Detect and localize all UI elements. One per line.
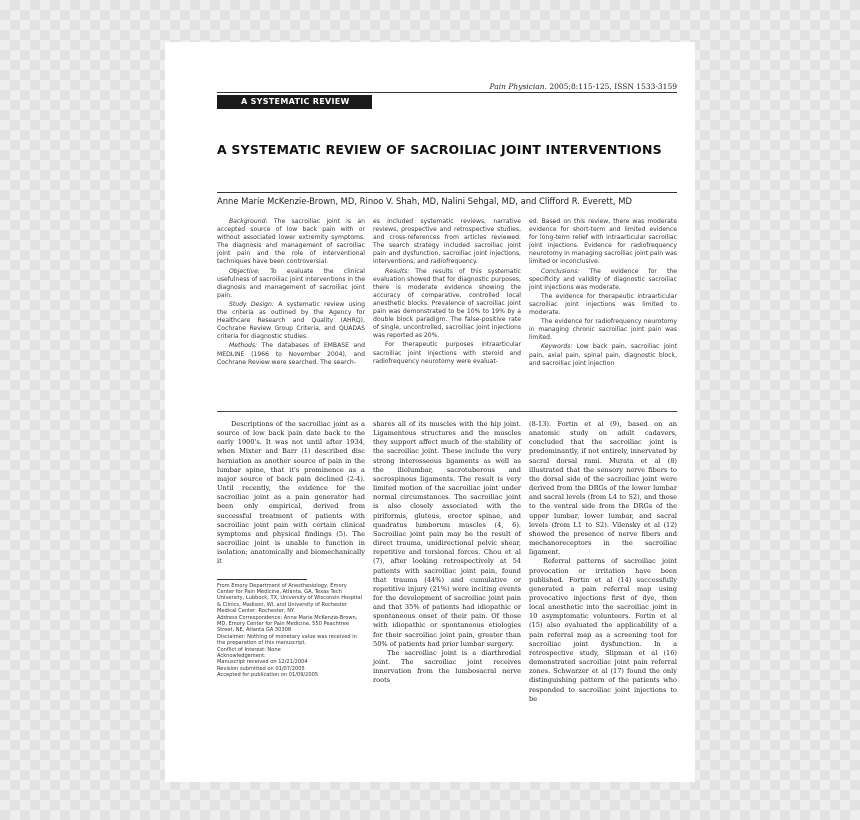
journal-page [165,42,695,782]
affiliation-line: Accepted for publication on 01/09/2005 [217,672,319,679]
body-paragraph: Descriptions of the sacroiliac joint as a source of low back pain date back to the early 1900's. It was not until after 1934, when Mixter and Barr (1) described disc herniation as another source of pain in the lumbar spine, that it's prominence as a major source of back pain declined (2-4). Until recently, the evidence for the sacroiliac joint as a pain generator had been only empirical, derived from successful treatment of patients with sacroiliac joint pain with certain clinical symptoms and physical findings (5). The sacroiliac joint is unable to function in isolation; anatomically and biomechanically it [217,420,365,566]
body-paragraph: Referral patterns of sacroiliac joint provocation or irritation have been published. Fortin et al (14) successfully generated a pain referral map using provocative injections first of dye, then local anesthetic into the sacroiliac joint in 10 asymptomatic volunteers. Fortin et al (15) also evaluated the applicability of a pain referral map as a screening tool for sacroiliac joint dysfunction. In a retrospective study, Slipman et al (16) demonstrated sacroiliac joint pain referral zones. Schwarzer et al (17) found the only distinguishing pattern of the patients who responded to sacroiliac joint injections to be [529,557,677,703]
affiliation-line: Address Correspondence: Anne Marie McKenzie-Brown, MD, Emory Center for Pain Medicine, 550 Peachtree Street, NE, Atlanta GA 30308 [217,614,358,634]
abstract-paragraph: Objective: To evaluate the clinical usefulness of sacroiliac joint interventions in the diagnosis and management of sacroiliac joint pain. [217,267,365,299]
page-header-blank [165,42,695,80]
article-authors: Anne Marie McKenzie-Brown, MD, Rinoo V. Shah, MD, Nalini Sehgal, MD, and Clifford R. Everett, MD [217,196,632,206]
journal-citation [490,82,677,91]
authors-rule [217,192,677,193]
journal-name: Pain Physician. [489,82,547,91]
body-column-1 [217,420,365,750]
body-rule [217,411,677,412]
journal-volume: 2005;8:115-125, [549,82,612,91]
article-title: A SYSTEMATIC REVIEW OF SACROILIAC JOINT INTERVENTIONS [217,142,662,157]
affiliation-line: From Emory Department of Anesthesiology, Emory Center for Pain Medicine, Atlanta, GA, Texas Tech University, Lubbock, TX, University of Wisconsin Hospital & Clinics, Madison, WI, and University of Rochester Medical Center, Rochester, NY. [217,582,363,615]
abstract-paragraph: ed. Based on this review, there was moderate evidence for short-term and limited evidence for long-term relief with intraarticular sacroiliac joint injections. Evidence for radiofrequency neurotomy in managing sacroiliac joint pain was limited or inconclusive. [529,218,677,266]
page-footer-blank [165,736,695,782]
abstract-column-3 [529,218,677,393]
abstract [217,218,677,393]
abstract-paragraph: Methods: The databases of EMBASE and MEDLINE (1966 to November 2004), and Cochrane Review were searched. The search- [217,342,365,366]
abstract-paragraph: es included systematic reviews, narrative reviews, prospective and retrospective studies, and cross-references from articles reviewed. The search strategy included sacroiliac joint pain and dysfunction, sacroiliac joint injections, interventions, and radiofrequency. [373,218,521,266]
abstract-paragraph: Background: The sacroiliac joint is an accepted source of low back pain with or without associated lower extremity symptoms. The diagnosis and management of sacroiliac joint pain and the role of interventional techniques have been controversial. [217,218,365,266]
body-column-2 [373,420,521,750]
affiliation-line: Disclaimer: Nothing of monetary value was received in the preparation of this manuscript. [217,633,357,647]
affiliation-rule [217,579,307,580]
abstract-paragraph: The evidence for radiofrequency neurotomy in managing chronic sacroiliac joint pain was limited. [529,318,677,342]
affiliation-line: Manuscript received on 12/21/2004 [217,659,308,666]
body-column-3 [529,420,677,750]
article-body [217,420,677,750]
abstract-paragraph: For therapeutic purposes intraarticular sacroiliac joint injections with steroid and radiofrequency neurotomy were evaluat- [373,341,521,365]
affiliation-line: Acknowledgement: [217,652,266,659]
abstract-paragraph: The evidence for therapeutic intraarticular sacroiliac joint injections was limited to moderate. [529,292,677,317]
abstract-paragraph: Keywords: Low back pain, sacroiliac joint pain, axial pain, spinal pain, diagnostic block, and sacroiliac joint injection [529,343,677,367]
body-paragraph: The sacroiliac joint is a diarthrodial joint. The sacroiliac joint receives innervation from the lumbosacral nerve roots [373,648,521,685]
abstract-paragraph: Results: The results of this systematic evaluation showed that for diagnostic purposes, there is moderate evidence showing the accuracy of comparative, controlled local anesthetic blocks. Prevalence of sacroiliac joint pain was demonstrated to be 10% to 19% by a double block paradigm. The false-positive rate of single, uncontrolled, sacroiliac joint injections was reported as 20%. [373,267,521,340]
journal-issn: ISSN 1533-3159 [614,82,677,91]
affiliation-line: Revision submitted on 01/07/2005 [217,665,305,672]
body-paragraph: shares all of its muscles with the hip joint. Ligamentous structures and the muscles they support affect much of the stability of the sacroiliac joint. These include the very strong interosseous ligaments as well as the iliolumbar, sacrotuberous and sacrospinous ligaments. The result is very limited motion of the sacroiliac joint under normal circumstances. The sacroiliac joint is also closely associated with the piriformis, gluteus, erector spinae, and quadratus lumborum muscles (4, 6). Sacroiliac joint pain may be the result of direct trauma, unidirectional pelvic shear, repetitive and torsional forces. Chou et al (7), after looking retrospectively at 54 patients with sacroiliac joint pain, found that trauma (44%) and cumulative or repetitive injury (21%) were inciting events for the development of sacroiliac joint pain and that 35% of patients had idiopathic or spontaneous onset of their pain. Of those with idiopathic or spontaneous etiologies for their sacroiliac joint pain, greater than 50% of patients had prior lumbar surgery. [373,420,521,648]
abstract-column-2 [373,218,521,393]
abstract-paragraph: Study Design: A systematic review using the criteria as outlined by the Agency for Healthcare Research and Quality (AHRQ), Cochrane Review Group Criteria, and QUADAS criteria for diagnostic studies. [217,300,365,341]
abstract-column-1 [217,218,365,393]
author-affiliation [217,583,365,679]
header-rule [217,92,677,93]
section-label: A SYSTEMATIC REVIEW [217,95,372,109]
body-paragraph: (8-13). Fortin et al (9), based on an anatomic study on adult cadavers, concluded that the sacroiliac joint is predominantly, if not entirely, innervated by sacral dorsal rami. Murata et al (8) illustrated that the sensory nerve fibers to the dorsal side of the sacroiliac joint were derived from the DRGs of the lower lumbar and sacral levels (from L4 to S2), and those to the ventral side from the DRGs of the upper lumbar, lower lumbar, and sacral levels (from L1 to S2). Vilensky et al (12) showed the presence of nerve fibers and mechanoreceptors in the sacroiliac ligament. [529,420,677,557]
affiliation-line: Conflict of Interest: None [217,646,281,653]
abstract-paragraph: Conclusions: The evidence for the specificity and validity of diagnostic sacroiliac joint injections was moderate. [529,267,677,291]
